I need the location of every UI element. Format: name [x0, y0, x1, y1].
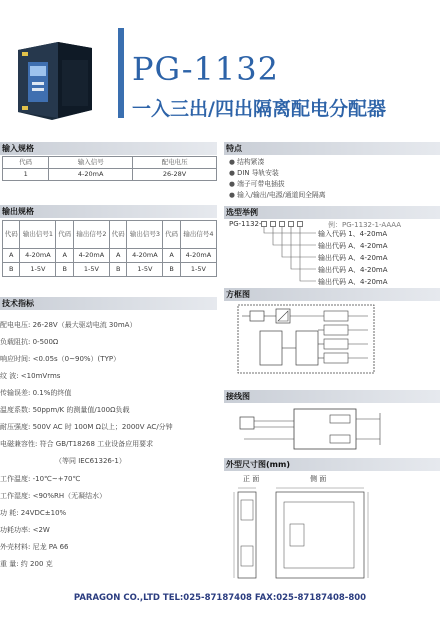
table-cell: A: [56, 249, 73, 263]
table-cell: A: [109, 249, 126, 263]
spec-line: 温度系数: 50ppm/K 的测量值/100Ω负载: [0, 406, 130, 414]
table-cell: 4-20mA: [127, 249, 163, 263]
table-cell: A: [163, 249, 180, 263]
feature-text: 输入/输出/电源/通道间全隔离: [237, 191, 326, 199]
spec-line: 工作湿度: <90%RH（无凝结水）: [0, 492, 107, 500]
selection-line: 输出代码 A、4-20mA: [318, 242, 388, 250]
spec-line: 重 量: 约 200 克: [0, 560, 53, 568]
selection-line: 输出代码 A、4-20mA: [318, 266, 388, 274]
table-header: 代码: [3, 157, 49, 169]
table-cell: 26-28V: [133, 169, 217, 181]
spec-line: 传输误差: 0.1%的终值: [0, 389, 72, 397]
model-prefix: PG-1132-: [229, 220, 262, 228]
table-header: 代码: [56, 221, 73, 249]
table-cell: 4-20mA: [20, 249, 56, 263]
selection-line: 输出代码 A、4-20mA: [318, 278, 388, 286]
selection-leader-lines: [256, 227, 316, 287]
table-header: 配电电压: [133, 157, 217, 169]
section-dimensions: 外型尺寸图(mm): [224, 458, 440, 471]
dimension-drawing: [232, 484, 372, 586]
table-cell: 4-20mA: [180, 249, 216, 263]
table-header: 输入信号: [49, 157, 133, 169]
table-cell: A: [3, 249, 20, 263]
feature-text: 端子可带电插拔: [237, 180, 285, 188]
table-header: 输出信号3: [127, 221, 163, 249]
feature-item: [229, 156, 264, 166]
spec-line: （等同 IEC61326-1）: [55, 457, 126, 465]
selection-line: 输入代码 1、4-20mA: [318, 230, 388, 238]
footer-contact: PARAGON CO.,LTD TEL:025-87187408 FAX:025-87187408-800: [73, 593, 367, 603]
spec-line: 外壳材料: 尼龙 PA 66: [0, 543, 69, 551]
section-wiring: 接线图: [224, 390, 440, 403]
table-cell: 4-20mA: [49, 169, 133, 181]
section-selection: 选型举例: [224, 206, 440, 219]
block-diagram: [236, 303, 376, 375]
feature-item: [229, 178, 285, 188]
side-view-label: 侧 面: [310, 475, 327, 483]
spec-line: 负载阻抗: 0-500Ω: [0, 338, 59, 346]
bullet-icon: ●: [229, 191, 238, 199]
table-cell: 4-20mA: [73, 249, 109, 263]
output-spec-table: [2, 220, 217, 277]
table-header: 输出信号4: [180, 221, 216, 249]
model-example: 例：PG-1132-1-AAAA: [328, 221, 402, 229]
spec-line: 耐压强度: 500V AC 时 100M Ω以上；2000V AC/分钟: [0, 423, 173, 431]
section-block-diagram: 方框图: [224, 288, 440, 301]
table-cell: 1: [3, 169, 49, 181]
spec-line: 纹 波: <10mVrms: [0, 372, 61, 380]
header: [0, 0, 440, 130]
wiring-diagram: [234, 405, 384, 453]
table-header: 代码: [3, 221, 20, 249]
product-subtitle: 一入三出/四出隔离配电分配器: [132, 98, 386, 120]
spec-line: 响应时间: <0.05s（0~90%）(TYP）: [0, 355, 121, 363]
title-accent-bar: [118, 28, 124, 118]
selection-line: 输出代码 A、4-20mA: [318, 254, 388, 262]
product-title: PG-1132: [132, 50, 279, 88]
bullet-icon: ●: [229, 169, 238, 177]
section-output-spec: 输出规格: [0, 205, 217, 218]
bullet-icon: ●: [229, 180, 238, 188]
front-view-label: 正 面: [243, 475, 260, 483]
bullet-icon: ●: [229, 158, 238, 166]
spec-line: 工作温度: -10℃~+70℃: [0, 475, 81, 483]
feature-text: 结构紧凑: [237, 158, 265, 166]
feature-text: DIN 导轨安装: [237, 169, 279, 177]
table-header: 输出信号1: [20, 221, 56, 249]
table-cell: 1-5V: [127, 263, 163, 277]
feature-item: [229, 189, 326, 199]
table-cell: B: [3, 263, 20, 277]
table-cell: B: [163, 263, 180, 277]
table-header: 代码: [163, 221, 180, 249]
table-cell: 1-5V: [180, 263, 216, 277]
feature-item: [229, 167, 279, 177]
table-cell: B: [109, 263, 126, 277]
spec-line: 功耗功率: <2W: [0, 526, 50, 534]
table-header: 输出信号2: [73, 221, 109, 249]
spec-line: 电磁兼容性: 符合 GB/T18268 工业设备应用要求: [0, 440, 154, 448]
input-spec-table: [2, 156, 217, 181]
spec-line: 功 耗: 24VDC±10%: [0, 509, 67, 517]
spec-line: 配电电压: 26-28V（最大驱动电流 30mA）: [0, 321, 137, 329]
product-image: [10, 30, 105, 125]
section-features: 特点: [224, 142, 440, 155]
table-header: 代码: [109, 221, 126, 249]
section-input-spec: 输入规格: [0, 142, 217, 155]
table-cell: B: [56, 263, 73, 277]
section-tech-specs: 技术指标: [0, 297, 217, 310]
table-cell: 1-5V: [73, 263, 109, 277]
table-cell: 1-5V: [20, 263, 56, 277]
